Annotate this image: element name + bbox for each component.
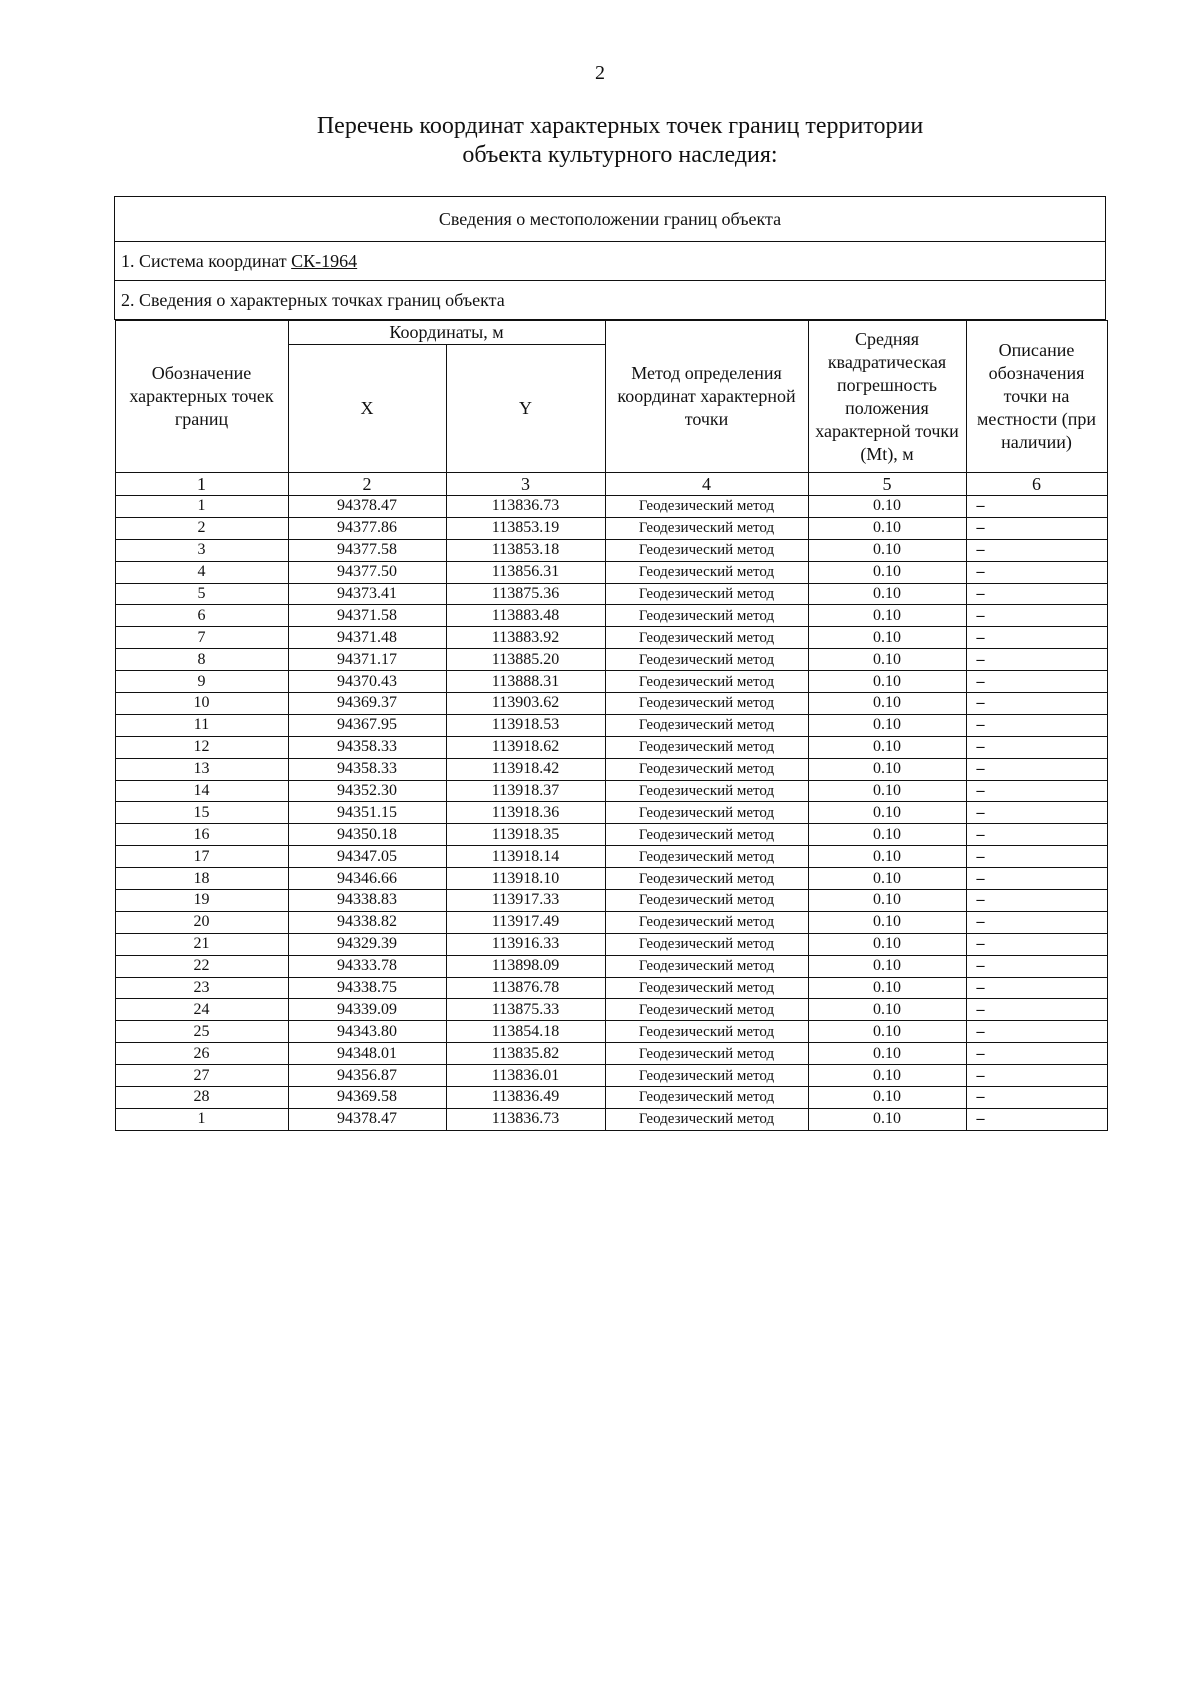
description-cell: – [966, 868, 1107, 890]
column-number: 1 [115, 473, 288, 496]
description-cell: – [966, 671, 1107, 693]
x-coordinate-cell: 94378.47 [288, 496, 446, 518]
y-coordinate-cell: 113853.19 [446, 517, 605, 539]
method-cell: Геодезический метод [605, 1065, 808, 1087]
error-cell: 0.10 [808, 671, 966, 693]
method-cell: Геодезический метод [605, 583, 808, 605]
description-cell: – [966, 824, 1107, 846]
y-coordinate-cell: 113856.31 [446, 561, 605, 583]
header-designation: Обозначение характерных точек границ [115, 321, 288, 473]
error-cell: 0.10 [808, 496, 966, 518]
point-number-cell: 25 [115, 1021, 288, 1043]
description-cell: – [966, 649, 1107, 671]
section-header: Сведения о местоположении границ объекта [115, 197, 1106, 242]
error-cell: 0.10 [808, 714, 966, 736]
error-cell: 0.10 [808, 868, 966, 890]
method-cell: Геодезический метод [605, 1108, 808, 1130]
y-coordinate-cell: 113854.18 [446, 1021, 605, 1043]
method-cell: Геодезический метод [605, 605, 808, 627]
description-cell: – [966, 911, 1107, 933]
column-number-row [115, 473, 1107, 496]
x-coordinate-cell: 94351.15 [288, 802, 446, 824]
point-number-cell: 27 [115, 1065, 288, 1087]
method-cell: Геодезический метод [605, 999, 808, 1021]
point-number-cell: 3 [115, 539, 288, 561]
x-coordinate-cell: 94358.33 [288, 736, 446, 758]
description-cell: – [966, 627, 1107, 649]
y-coordinate-cell: 113836.01 [446, 1065, 605, 1087]
point-number-cell: 22 [115, 955, 288, 977]
description-cell: – [966, 1043, 1107, 1065]
table-row [115, 496, 1107, 518]
point-number-cell: 10 [115, 693, 288, 715]
y-coordinate-cell: 113918.35 [446, 824, 605, 846]
x-coordinate-cell: 94347.05 [288, 846, 446, 868]
y-coordinate-cell: 113918.10 [446, 868, 605, 890]
description-cell: – [966, 1065, 1107, 1087]
points-section-label: 2. Сведения о характерных точках границ объекта [115, 281, 1106, 320]
error-cell: 0.10 [808, 1087, 966, 1109]
table-row [115, 649, 1107, 671]
table-row [115, 1065, 1107, 1087]
method-cell: Геодезический метод [605, 758, 808, 780]
x-coordinate-cell: 94358.33 [288, 758, 446, 780]
y-coordinate-cell: 113918.37 [446, 780, 605, 802]
x-coordinate-cell: 94369.37 [288, 693, 446, 715]
y-coordinate-cell: 113888.31 [446, 671, 605, 693]
document-title [200, 112, 1040, 170]
table-row [115, 736, 1107, 758]
title-line-2: объекта культурного наследия: [462, 142, 778, 168]
method-cell: Геодезический метод [605, 496, 808, 518]
y-coordinate-cell: 113898.09 [446, 955, 605, 977]
method-cell: Геодезический метод [605, 1043, 808, 1065]
point-number-cell: 8 [115, 649, 288, 671]
error-cell: 0.10 [808, 605, 966, 627]
x-coordinate-cell: 94371.58 [288, 605, 446, 627]
y-coordinate-cell: 113917.33 [446, 890, 605, 912]
point-number-cell: 9 [115, 671, 288, 693]
description-cell: – [966, 583, 1107, 605]
y-coordinate-cell: 113836.49 [446, 1087, 605, 1109]
error-cell: 0.10 [808, 1021, 966, 1043]
y-coordinate-cell: 113918.42 [446, 758, 605, 780]
x-coordinate-cell: 94329.39 [288, 933, 446, 955]
point-number-cell: 11 [115, 714, 288, 736]
x-coordinate-cell: 94348.01 [288, 1043, 446, 1065]
y-coordinate-cell: 113836.73 [446, 1108, 605, 1130]
method-cell: Геодезический метод [605, 780, 808, 802]
x-coordinate-cell: 94338.82 [288, 911, 446, 933]
method-cell: Геодезический метод [605, 933, 808, 955]
method-cell: Геодезический метод [605, 890, 808, 912]
coord-system-line [115, 242, 1106, 281]
table-row [115, 780, 1107, 802]
x-coordinate-cell: 94339.09 [288, 999, 446, 1021]
method-cell: Геодезический метод [605, 911, 808, 933]
description-cell: – [966, 977, 1107, 999]
table-row [115, 1043, 1107, 1065]
error-cell: 0.10 [808, 911, 966, 933]
table-row [115, 561, 1107, 583]
error-cell: 0.10 [808, 517, 966, 539]
table-row [115, 824, 1107, 846]
description-cell: – [966, 1108, 1107, 1130]
description-cell: – [966, 846, 1107, 868]
point-number-cell: 20 [115, 911, 288, 933]
y-coordinate-cell: 113918.36 [446, 802, 605, 824]
description-cell: – [966, 890, 1107, 912]
y-coordinate-cell: 113835.82 [446, 1043, 605, 1065]
coord-system-value: СК-1964 [291, 250, 358, 271]
point-number-cell: 18 [115, 868, 288, 890]
method-cell: Геодезический метод [605, 539, 808, 561]
description-cell: – [966, 714, 1107, 736]
description-cell: – [966, 780, 1107, 802]
x-coordinate-cell: 94356.87 [288, 1065, 446, 1087]
y-coordinate-cell: 113875.33 [446, 999, 605, 1021]
column-number: 6 [966, 473, 1107, 496]
description-cell: – [966, 496, 1107, 518]
point-number-cell: 15 [115, 802, 288, 824]
x-coordinate-cell: 94377.86 [288, 517, 446, 539]
coord-system-prefix: 1. Система координат [121, 250, 292, 271]
error-cell: 0.10 [808, 780, 966, 802]
table-row [115, 977, 1107, 999]
table-row [115, 868, 1107, 890]
description-cell: – [966, 758, 1107, 780]
description-cell: – [966, 955, 1107, 977]
boundary-info-table [114, 196, 1106, 1131]
method-cell: Геодезический метод [605, 802, 808, 824]
point-number-cell: 28 [115, 1087, 288, 1109]
error-cell: 0.10 [808, 824, 966, 846]
method-cell: Геодезический метод [605, 627, 808, 649]
y-coordinate-cell: 113876.78 [446, 977, 605, 999]
method-cell: Геодезический метод [605, 955, 808, 977]
error-cell: 0.10 [808, 693, 966, 715]
error-cell: 0.10 [808, 736, 966, 758]
x-coordinate-cell: 94338.83 [288, 890, 446, 912]
table-row [115, 802, 1107, 824]
table-row [115, 539, 1107, 561]
table-row [115, 714, 1107, 736]
x-coordinate-cell: 94370.43 [288, 671, 446, 693]
table-row [115, 605, 1107, 627]
method-cell: Геодезический метод [605, 517, 808, 539]
x-coordinate-cell: 94373.41 [288, 583, 446, 605]
table-row [115, 1021, 1107, 1043]
error-cell: 0.10 [808, 890, 966, 912]
table-row [115, 1108, 1107, 1130]
point-number-cell: 19 [115, 890, 288, 912]
description-cell: – [966, 539, 1107, 561]
method-cell: Геодезический метод [605, 714, 808, 736]
table-row [115, 846, 1107, 868]
x-coordinate-cell: 94377.50 [288, 561, 446, 583]
column-number: 4 [605, 473, 808, 496]
x-coordinate-cell: 94333.78 [288, 955, 446, 977]
error-cell: 0.10 [808, 583, 966, 605]
x-coordinate-cell: 94371.17 [288, 649, 446, 671]
point-number-cell: 1 [115, 496, 288, 518]
header-error: Средняя квадратическая погрешность положения характерной точки (Mt), м [808, 321, 966, 473]
y-coordinate-cell: 113916.33 [446, 933, 605, 955]
error-cell: 0.10 [808, 977, 966, 999]
error-cell: 0.10 [808, 539, 966, 561]
point-number-cell: 16 [115, 824, 288, 846]
y-coordinate-cell: 113918.62 [446, 736, 605, 758]
table-row [115, 955, 1107, 977]
table-row [115, 671, 1107, 693]
method-cell: Геодезический метод [605, 868, 808, 890]
header-x: X [288, 345, 446, 473]
description-cell: – [966, 693, 1107, 715]
point-number-cell: 5 [115, 583, 288, 605]
y-coordinate-cell: 113918.14 [446, 846, 605, 868]
error-cell: 0.10 [808, 999, 966, 1021]
method-cell: Геодезический метод [605, 649, 808, 671]
x-coordinate-cell: 94352.30 [288, 780, 446, 802]
error-cell: 0.10 [808, 802, 966, 824]
table-row [115, 890, 1107, 912]
y-coordinate-cell: 113836.73 [446, 496, 605, 518]
point-number-cell: 13 [115, 758, 288, 780]
description-cell: – [966, 736, 1107, 758]
point-number-cell: 21 [115, 933, 288, 955]
error-cell: 0.10 [808, 846, 966, 868]
x-coordinate-cell: 94367.95 [288, 714, 446, 736]
table-row [115, 1087, 1107, 1109]
point-number-cell: 6 [115, 605, 288, 627]
error-cell: 0.10 [808, 561, 966, 583]
title-line-1: Перечень координат характерных точек границ территории [316, 113, 924, 139]
error-cell: 0.10 [808, 649, 966, 671]
x-coordinate-cell: 94377.58 [288, 539, 446, 561]
y-coordinate-cell: 113853.18 [446, 539, 605, 561]
y-coordinate-cell: 113918.53 [446, 714, 605, 736]
x-coordinate-cell: 94378.47 [288, 1108, 446, 1130]
method-cell: Геодезический метод [605, 736, 808, 758]
error-cell: 0.10 [808, 955, 966, 977]
description-cell: – [966, 605, 1107, 627]
header-description: Описание обозначения точки на местности (при наличии) [966, 321, 1107, 473]
y-coordinate-cell: 113883.48 [446, 605, 605, 627]
error-cell: 0.10 [808, 1065, 966, 1087]
error-cell: 0.10 [808, 1108, 966, 1130]
table-row [115, 627, 1107, 649]
description-cell: – [966, 933, 1107, 955]
points-table [115, 320, 1108, 1131]
y-coordinate-cell: 113875.36 [446, 583, 605, 605]
table-row [115, 933, 1107, 955]
method-cell: Геодезический метод [605, 1021, 808, 1043]
error-cell: 0.10 [808, 758, 966, 780]
point-number-cell: 23 [115, 977, 288, 999]
description-cell: – [966, 561, 1107, 583]
description-cell: – [966, 802, 1107, 824]
y-coordinate-cell: 113883.92 [446, 627, 605, 649]
point-number-cell: 1 [115, 1108, 288, 1130]
y-coordinate-cell: 113885.20 [446, 649, 605, 671]
point-number-cell: 7 [115, 627, 288, 649]
point-number-cell: 17 [115, 846, 288, 868]
error-cell: 0.10 [808, 627, 966, 649]
table-row [115, 583, 1107, 605]
column-number: 2 [288, 473, 446, 496]
table-row [115, 693, 1107, 715]
point-number-cell: 2 [115, 517, 288, 539]
y-coordinate-cell: 113903.62 [446, 693, 605, 715]
method-cell: Геодезический метод [605, 671, 808, 693]
method-cell: Геодезический метод [605, 693, 808, 715]
x-coordinate-cell: 94371.48 [288, 627, 446, 649]
points-table-body [115, 496, 1107, 1131]
method-cell: Геодезический метод [605, 846, 808, 868]
column-number: 5 [808, 473, 966, 496]
x-coordinate-cell: 94343.80 [288, 1021, 446, 1043]
table-row [115, 517, 1107, 539]
x-coordinate-cell: 94369.58 [288, 1087, 446, 1109]
x-coordinate-cell: 94346.66 [288, 868, 446, 890]
method-cell: Геодезический метод [605, 1087, 808, 1109]
table-row [115, 999, 1107, 1021]
header-method: Метод определения координат характерной точки [605, 321, 808, 473]
column-number: 3 [446, 473, 605, 496]
description-cell: – [966, 1021, 1107, 1043]
description-cell: – [966, 999, 1107, 1021]
header-coordinates: Координаты, м [288, 321, 605, 345]
y-coordinate-cell: 113917.49 [446, 911, 605, 933]
point-number-cell: 24 [115, 999, 288, 1021]
header-y: Y [446, 345, 605, 473]
description-cell: – [966, 1087, 1107, 1109]
point-number-cell: 14 [115, 780, 288, 802]
method-cell: Геодезический метод [605, 561, 808, 583]
method-cell: Геодезический метод [605, 824, 808, 846]
error-cell: 0.10 [808, 933, 966, 955]
point-number-cell: 26 [115, 1043, 288, 1065]
description-cell: – [966, 517, 1107, 539]
x-coordinate-cell: 94338.75 [288, 977, 446, 999]
table-row [115, 911, 1107, 933]
point-number-cell: 12 [115, 736, 288, 758]
error-cell: 0.10 [808, 1043, 966, 1065]
method-cell: Геодезический метод [605, 977, 808, 999]
point-number-cell: 4 [115, 561, 288, 583]
page-number: 2 [595, 62, 605, 84]
x-coordinate-cell: 94350.18 [288, 824, 446, 846]
table-row [115, 758, 1107, 780]
